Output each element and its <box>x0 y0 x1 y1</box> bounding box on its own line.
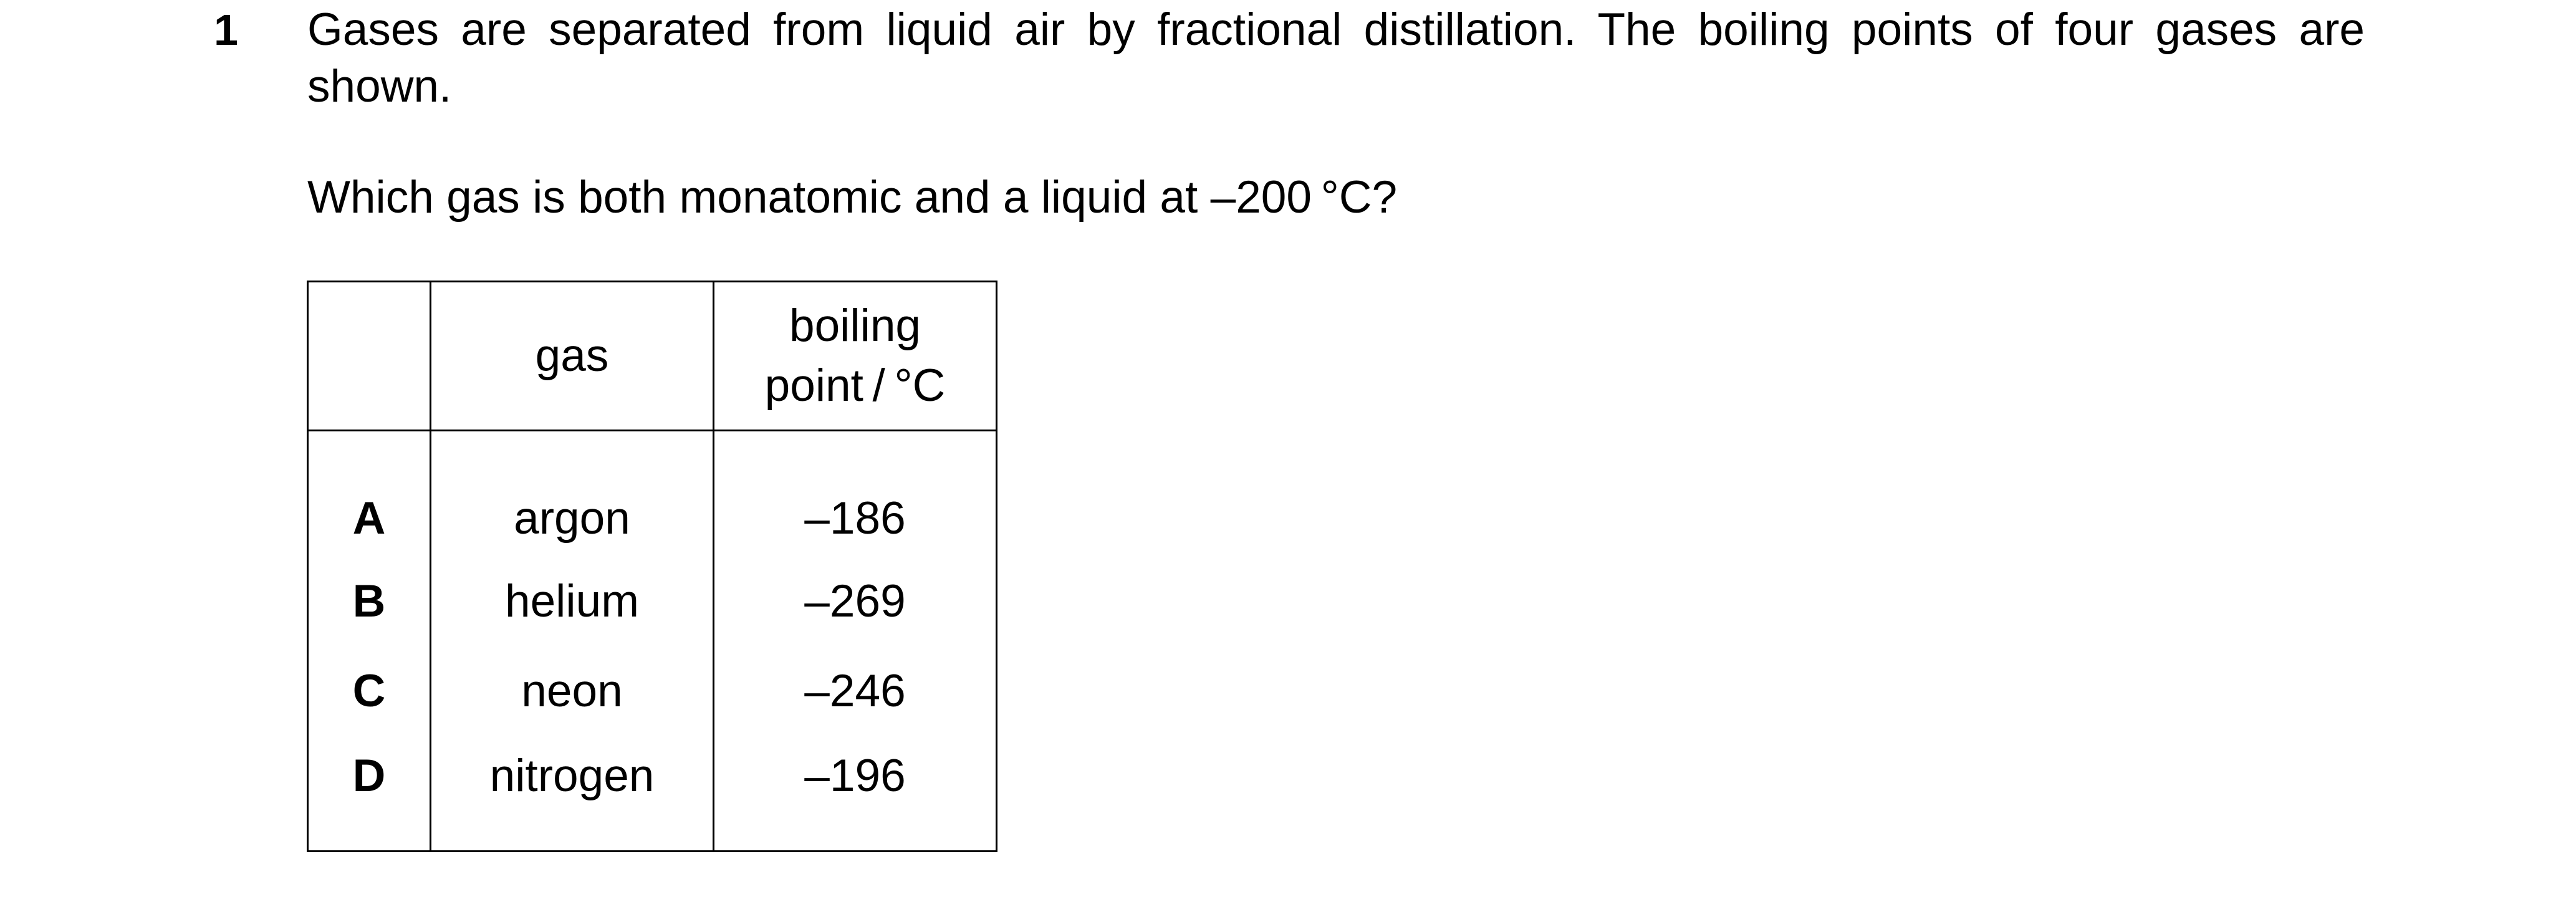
boiling-point-value: –186 <box>714 431 997 557</box>
header-boiling-point <box>714 282 997 431</box>
gas-name: nitrogen <box>431 736 714 852</box>
option-letter: B <box>308 556 431 646</box>
table-row <box>308 431 997 557</box>
question-prompt: Which gas is both monatomic and a liquid at –200 °C? <box>307 172 1398 223</box>
gas-name: argon <box>431 431 714 557</box>
table-row <box>308 556 997 646</box>
boiling-point-value: –196 <box>714 736 997 852</box>
boiling-point-value: –246 <box>714 646 997 736</box>
table-header-row <box>308 282 997 431</box>
option-letter: D <box>308 736 431 852</box>
boiling-point-value: –269 <box>714 556 997 646</box>
table-row <box>308 646 997 736</box>
option-letter: A <box>308 431 431 557</box>
header-option-letter <box>308 282 431 431</box>
question-number: 1 <box>214 6 238 54</box>
table-row <box>308 736 997 852</box>
gas-name: helium <box>431 556 714 646</box>
question-stem: Gases are separated from liquid air by fractional distillation. The boiling points of four gases are shown. <box>307 4 2365 112</box>
boiling-point-table <box>307 281 997 852</box>
gas-name: neon <box>431 646 714 736</box>
header-boiling-point-line1: boiling <box>789 300 921 351</box>
option-letter: C <box>308 646 431 736</box>
header-gas: gas <box>431 282 714 431</box>
header-boiling-point-line2: point / °C <box>764 360 946 411</box>
